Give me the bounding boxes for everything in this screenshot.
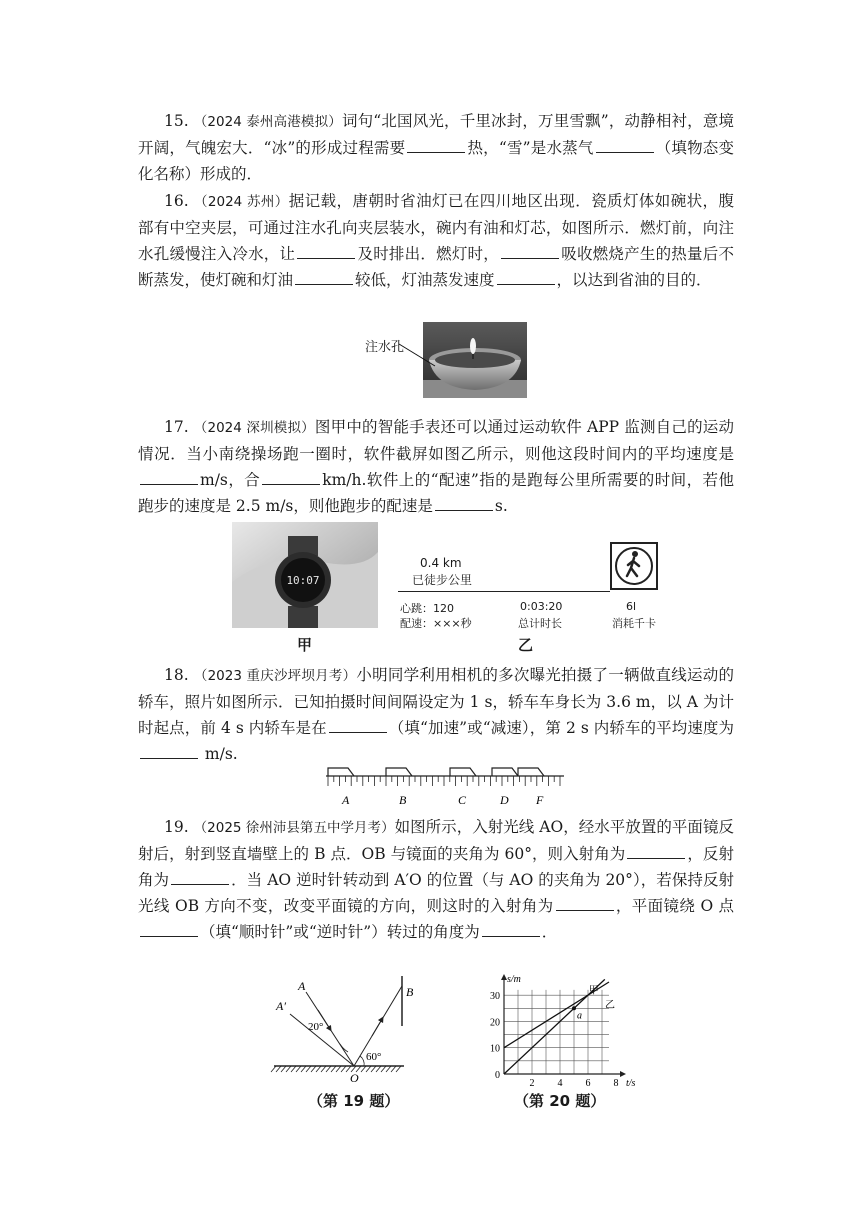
point-b-label: B (406, 985, 414, 999)
car-outline-a (328, 768, 354, 776)
hatch-mark (381, 1066, 386, 1072)
question-16-text: 16. （2024 苏州）据记载，唐朝时省油灯已在四川地区出现．瓷质灯体如碗状，腹部有中空夹层，可通过注水孔向夹层装水，碗内有油和灯芯，如图所示．燃灯前，向注水孔缓慢注入冷水，让 及时排出．燃灯时， 吸收燃烧产生的热量后不断蒸发，使灯碗和灯油 较低，灯油蒸发速度 ，以达到省油的目的． (138, 192, 734, 289)
car-outline-c (450, 768, 476, 776)
x-tick-label: 2 (529, 1078, 535, 1089)
x-axis-arrow-icon (620, 1071, 626, 1077)
divider-line (398, 591, 610, 592)
app-screenshot (398, 540, 670, 632)
hatch-mark (326, 1066, 331, 1072)
hatch-mark (321, 1066, 326, 1072)
car-outline-f (518, 768, 544, 776)
watch-time-text: 10:07 (286, 574, 320, 587)
hatch-mark (391, 1066, 396, 1072)
hatch-mark (296, 1066, 301, 1072)
hatch-mark (331, 1066, 336, 1072)
answer-blank[interactable] (140, 470, 198, 485)
hatch-mark (306, 1066, 311, 1072)
point-o-label: O (350, 1071, 359, 1085)
point-label-b: B (399, 793, 407, 807)
hatch-mark (301, 1066, 306, 1072)
question-19 (138, 814, 734, 945)
hatch-mark (271, 1066, 276, 1072)
hatch-mark (281, 1066, 286, 1072)
angle-arc-60 (360, 1056, 364, 1066)
point-a-label: A (298, 979, 306, 993)
source-tag: （2024 深圳模拟） (193, 420, 315, 436)
point-label-f: F (536, 793, 544, 807)
mirror-hatching (271, 1066, 401, 1072)
hatch-mark (286, 1066, 291, 1072)
smartwatch-photo (232, 522, 378, 628)
arrow-icon (372, 1019, 382, 1036)
hatch-mark (396, 1066, 401, 1072)
x-tick-label: 4 (557, 1078, 563, 1089)
hatch-mark (371, 1066, 376, 1072)
y-tick-label: 10 (490, 1043, 500, 1055)
answer-blank[interactable] (501, 244, 559, 259)
y-axis-label: s/m (507, 974, 521, 985)
car-outline-d (492, 768, 518, 776)
annotation-a: a (577, 1010, 582, 1022)
question-18-text: 18. （2023 重庆沙坪坝月考）小明同学利用相机的多次曝光拍摄了一辆做直线运动的轿车，照片如图所示．已知拍摄时间间隔设定为 1 s，轿车车身长为 3.6 m，以 A 为计时起点，前 4 s 内轿车是在 （填“加速”或“减速），第 2 s 内轿车的平均速度为 m/s. (138, 666, 734, 763)
caption-figure-20: （第 20 题） (514, 1092, 606, 1110)
question-16 (138, 188, 734, 293)
hatch-mark (336, 1066, 341, 1072)
hatch-mark (361, 1066, 366, 1072)
walk-button[interactable] (610, 542, 658, 590)
pace-text: 配速：×××秒 (400, 617, 472, 630)
hatch-mark (276, 1066, 281, 1072)
question-19-text: 19. （2025 徐州沛县第五中学月考）如图所示，入射光线 AO，经水平放置的平面镜反射后，射到竖直墙壁上的 B 点．OB 与镜面的夹角为 60°，则入射角为 ，反射角为 ．当 AO 逆时针转动到 A′O 的位置（与 AO 的夹角为 20°），若保持反射光线 OB 方向不变，改变平面镜的方向，则这时的入射角为 ，平面镜绕 O 点（填“顺时针”或“逆时针”）转过的角度为 ． (138, 818, 734, 941)
hatch-mark (376, 1066, 381, 1072)
oil-lamp-figure (365, 322, 525, 398)
angle-20-label: 20° (308, 1021, 324, 1033)
point-a-prime-label: A′ (276, 999, 286, 1013)
series-label-1: 甲 (588, 985, 599, 997)
x-tick-label: 6 (585, 1078, 591, 1089)
ruler-ticks (328, 776, 560, 786)
series-line-2 (504, 982, 609, 1048)
hatch-mark (366, 1066, 371, 1072)
calories-label: 消耗千卡 (612, 617, 656, 630)
question-17-text: 17. （2024 深圳模拟）图甲中的智能手表还可以通过运动软件 APP 监测自己的运动情况．当小南绕操场跑一圈时，软件截屏如图乙所示，则他这段时间内的平均速度是m/s，合 km/h.软件上的“配速”指的是跑每公里所需要的时间，若他跑步的速度是 2.5 m/s，则他跑步的配速是 s. (138, 418, 734, 515)
answer-blank[interactable] (140, 744, 198, 759)
hatch-mark (311, 1066, 316, 1072)
source-tag: （2025 徐州沛县第五中学月考） (193, 820, 395, 836)
question-17 (138, 414, 734, 519)
question-15-text: 15. （2024 泰州高港模拟）词句“北国风光，千里冰封，万里雪飘”，动静相衬，意境开阔，气魄宏大．“冰”的形成过程需要 热，“雪”是水蒸气 （填物态变化名称）形成的． (138, 112, 734, 183)
y-tick-label: 0 (495, 1070, 500, 1081)
caption-yi: 乙 (518, 636, 534, 654)
x-tick-label: 8 (613, 1078, 619, 1089)
total-time-label: 总计时长 (518, 617, 562, 630)
car-outline-b (386, 768, 412, 776)
x-axis-label: t/s (626, 1078, 636, 1089)
heart-rate-text: 心跳：120 (400, 602, 454, 615)
answer-blank[interactable] (297, 244, 355, 259)
caption-jia: 甲 (297, 636, 313, 654)
distance-label: 已徒步公里 (412, 573, 473, 587)
answer-blank[interactable] (140, 922, 198, 937)
answer-blank[interactable] (596, 138, 654, 153)
reflection-diagram (268, 972, 428, 1090)
water-inlet-label: 注水孔 (365, 340, 405, 355)
point-label-d: D (500, 793, 509, 807)
source-tag: （2024 苏州） (194, 194, 289, 210)
point-label-a: A (342, 793, 350, 807)
series-label-2: 乙 (605, 1000, 615, 1011)
caption-figure-19: （第 19 题） (308, 1092, 400, 1110)
label-pointer-line (399, 344, 459, 374)
answer-blank[interactable] (556, 896, 614, 911)
answer-blank[interactable] (627, 844, 685, 859)
point-label-c: C (458, 793, 467, 807)
answer-blank[interactable] (435, 496, 493, 511)
distance-value: 0.4 km (420, 556, 462, 570)
calories-value: 6l (626, 600, 637, 613)
hatch-mark (291, 1066, 296, 1072)
answer-blank[interactable] (497, 270, 555, 285)
intersection-point (572, 1006, 576, 1010)
question-18 (138, 662, 734, 767)
angle-60-label: 60° (366, 1051, 382, 1063)
st-graph-chart (478, 972, 636, 1090)
answer-blank[interactable] (262, 470, 320, 485)
answer-blank[interactable] (482, 922, 540, 937)
total-time-value: 0:03:20 (520, 600, 563, 613)
y-tick-label: 30 (490, 991, 500, 1003)
hatch-mark (341, 1066, 346, 1072)
car-exposure-figure (322, 762, 568, 808)
answer-blank[interactable] (329, 718, 387, 733)
walking-person-icon (612, 544, 656, 588)
hatch-mark (316, 1066, 321, 1072)
y-tick-label: 20 (490, 1017, 500, 1029)
question-15 (138, 108, 734, 187)
answer-blank[interactable] (171, 870, 229, 885)
source-tag: （2023 重庆沙坪坝月考） (193, 668, 357, 684)
answer-blank[interactable] (295, 270, 353, 285)
source-tag: （2024 泰州高港模拟） (193, 114, 342, 130)
hatch-mark (386, 1066, 391, 1072)
answer-blank[interactable] (407, 138, 465, 153)
